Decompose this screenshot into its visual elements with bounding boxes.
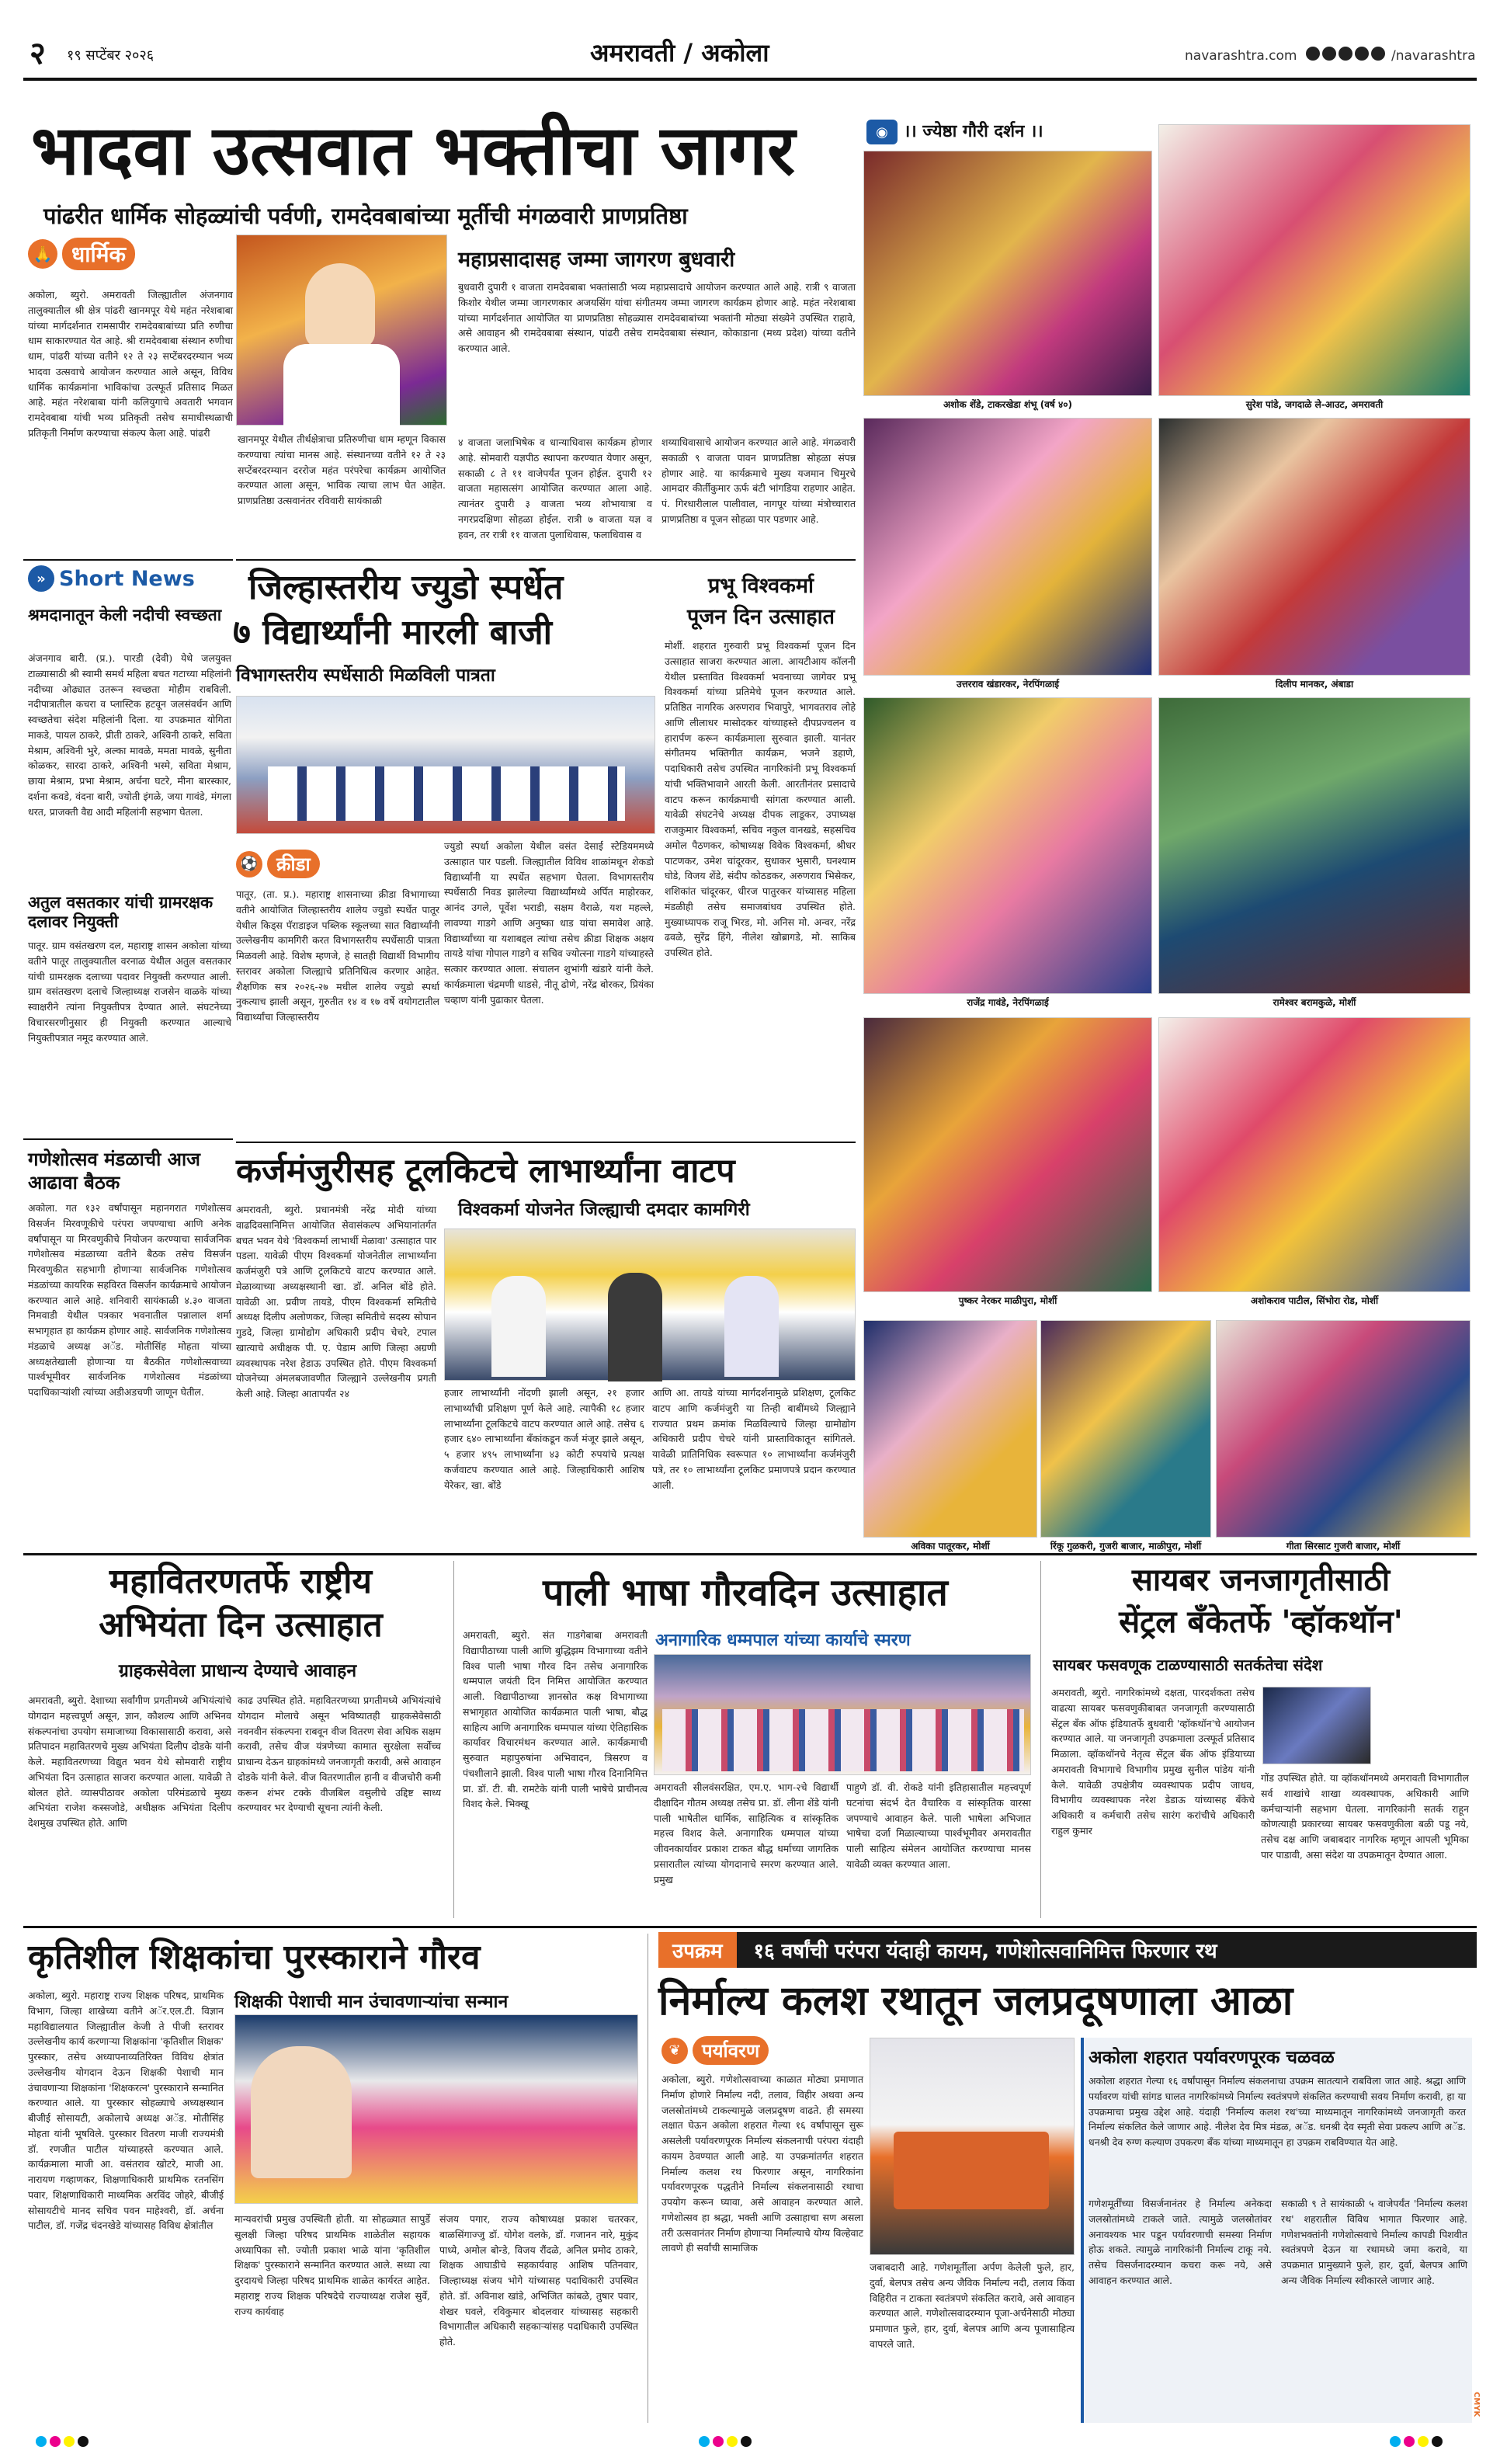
rath-body-col2: जबाबदारी आहे. गणेशमूर्तीला अर्पण केलेली फुले, हार, दुर्वा, बेलपत्र तसेच अन्य जैविक निर्माल्य नदी, तलाव किंवा विहिरीत न टाकता स्वतंत्रपणे संकलित करावे, असे आवाहन करण्यात आले. गणेशोत्सवादरम्यान पूजा-अर्चनेसाठी मोठ्या प्रमाणात फुले, हार, दुर्वा, बेलपत्र आणि अन्य पूजासाहित्य वापरले जाते. [870,2261,1075,2350]
cyber-head-line2: सेंट्रल बँकेतर्फे 'व्हॉकथॉन' [1119,1604,1403,1640]
column-divider [1040,1561,1041,1918]
loan-body-col2: हजार लाभार्थ्यांनी नोंदणी झाली असून, २१ हजार लाभार्थ्यांची प्रशिक्षण पूर्ण केले आहे. त्यापैकी १८ हजार लाभार्थ्यांना टूलकिटचे वाटप करण्यात आले आहे. तसेच ६ हजार ६४० लाभार्थ्यांना बँकांकडून कर्ज मंजूर झाले असून, ५ हजार ४९५ लाभार्थ्यांना ४३ कोटी रुपयांचे प्रत्यक्ष कर्जवाटप करण्यात आले आहे. जिल्हाधिकारी आशिष येरेकर, खा. बोंडे [444,1387,644,1491]
vishwakarma-head-2: पूजन दिन उत्साहात [687,605,835,629]
engineer-body-col1: अमरावती, ब्युरो. देशाच्या सर्वांगीण प्रगतीमध्ये अभियंत्यांचे योगदान महत्त्वपूर्ण असून, ज्ञान, कौशल्य आणि अभिनव संकल्पनांचा उपयोग समाजाच्या विकासासाठी करावा, असे प्रतिपादन महावितरणचे मुख्य अभियंता दिलीप दोडके यांनी केले. महावितरणच्या विद्युत भवन येथे सोमवारी राष्ट्रीय अभियंता दिन उत्साहात साजरा करण्यात आला. यावेळी ते बोलत होते. व्यासपीठावर अकोला परिमंडळाचे मुख्य अभियंता राजेश कस्सजोडे, अधीक्षक अभियंता दिलीप देशमुख उपस्थित होते. आणि [28,1694,231,1829]
divider [23,1138,233,1140]
short-news-2-head: अतुल वसतकार यांची ग्रामरक्षक दलावर नियुक्ती [28,893,214,932]
engineer-head-line2: अभियंता दिन उत्साहात [99,1605,383,1645]
loan-subhead: विश्वकर्मा योजनेत जिल्ह्याची दमदार कामगिरी [458,1200,750,1220]
gallery-caption-4: दिलीप मानकर, अंबाडा [1158,677,1470,690]
gallery-photo-10 [1040,1320,1211,1538]
cmyk-mark: CMYK [1472,2392,1481,2417]
section-rule [23,1553,1477,1555]
judo-head-line2: ७ विद्यार्थ्यांनी मारली बाजी [233,613,553,652]
rath-body-col1: अकोला, ब्युरो. गणेशोत्सवाच्या काळात मोठ्या प्रमाणात निर्माण होणारे निर्माल्य नदी, तलाव, विहीर अथवा अन्य जलस्रोतांमध्ये टाकल्यामुळे जलप्रदूषण वाढते. ही समस्या लक्षात घेऊन अकोला शहरात गेल्या १६ वर्षांपासून सुरू असलेली पर्यावरणपूरक निर्माल्य संकलनाची परंपरा यंदाही कायम ठेवण्यात आली आहे. या उपक्रमांतर्गत शहरात निर्माल्य कलश रथ फिरणार असून, नागरिकांना पर्यावरणपूरक पद्धतीने निर्माल्य संकलनासाठी रथाचा उपयोग करून घ्यावा, असे आवाहन करण्यात आले. गणेशोत्सव हा श्रद्धा, भक्ती आणि उत्साहाचा सण असला तरी उत्सवानंतर निर्माण होणाऱ्या निर्माल्याचे योग्य विल्हेवाट लावणे ही सर्वांची सामाजिक [661,2073,863,2254]
vishwakarma-body: मोर्शी. शहरात गुरुवारी प्रभू विश्वकर्मा पूजन दिन उत्साहात साजरा करण्यात आला. आयटीआय कॉलनी येथील प्रस्तावित विश्वकर्मा भवनाच्या जागेवर प्रभू विश्वकर्मा यांच्या प्रतिमेचे पूजन करण्यात आले. प्रतिष्ठित नागरिक अरुणराव भिवापुरे, भागवतराव लोहे आणि लीलाधर मासोदकर यांच्याहस्ते दीपप्रज्वलन व हारार्पण करून कार्यक्रमाला सुरुवात झाली. यानंतर संगीतमय भक्तिगीत कार्यक्रम, भजने डहाणे, पदाधिकारी तसेच उपस्थित नागरिकांनी प्रभू विश्वकर्मा यांची भक्तिभावाने आरती केली. आरतीनंतर प्रसादाचे वाटप करून कार्यक्रमाची सांगता करण्यात आली. यावेळी संघटनेचे अध्यक्ष दीपक लाडूकर, उपाध्यक्ष राजकुमार विश्वकर्मा, सचिव नकुल वानखडे, सहसचिव अमोल पैठणकर, कोषाध्यक्ष विवेक विश्वकर्मा, श्रीधर पाटणकर, उमेश चांदूरकर, सुधाकर भुसारी, घनश्याम घोडे, विजय शेंडे, संदीप कोठडकर, अरुणराव भिसेकर, शशिकांत चांदूरकर, धीरज पातुरकर यांच्यासह महिला मंडळीही तसेच समाजबांधव उपस्थित होते. मुख्याध्यापक राजू भिरड, मो. अनिस मो. अन्वर, नरेंद्र ढवळे, सुरेंद्र हिंगे, नीलेश खोब्रागडे, मो. साकिब उपस्थित होते. [665,640,856,958]
teachers-body-col3: संजय पगार, राज्य कोषाध्यक्ष प्रकाश चतरकर, बाळसिंगाज्जु डॉ. योगेश वलके, डॉ. गजानन नारे, मुकुंद पाध्ये, अमोल बोन्डे, विजय रौंदळे, अनिल प्रमोद ठाकरे, शिक्षक आघाडीचे सहकार्यवाह आशिष पतिनवार, जिल्हाध्यक्ष संजय भोगे यांच्यासह पदाधिकारी उपस्थित होते. डॉ. अविनाश खांडे, अभिजित कांबळे, तुषार पवार, शेखर घवले, रविकुमार बोदलवार यांच्यासह सहकारी विभागातील अधिकारी सहकाऱ्यांसह पदाधिकारी उपस्थित होते. [439,2213,638,2348]
engineer-body-col2: काढ उपस्थित होते. महावितरणच्या प्रगतीमध्ये अभियंत्यांचे योगदान मोलाचे असून भविष्यातही ग्राहकसेवेसाठी नवनवीन संकल्पना राबवून वीज वितरण सेवा अधिक सक्षम करावी, तसेच वीज यंत्रणेच्या कामात सुरक्षेला सर्वोच्च प्राधान्य देऊन ग्राहकांमध्ये जनजागृती करावी, असे आवाहन दोडके यांनी केले. वीज वितरणातील हानी व वीजचोरी कमी करून शंभर टक्के वीजबिल वसुलीचे उद्दिष्ट साध्य करण्यावर भर देण्याची सूचना त्यांनी केली. [238,1694,441,1814]
gallery-photo-3 [863,418,1152,676]
ganesh-meeting-head: गणेशोत्सव मंडळाची आज आढावा बैठक [28,1149,200,1194]
section-tag-dharmik [28,238,135,270]
vishwakarma-head-1: प्रभू विश्वकर्मा [707,574,814,598]
rath-head: निर्माल्य कलश रथातून जलप्रदूषणाला आळा [658,1978,1293,2024]
section-tag-paryavaran [661,2036,769,2065]
pali-subhead: अनागारिक धम्मपाल यांच्या कार्याचे स्मरण [655,1631,911,1650]
rath-box-body: अकोला शहरात गेल्या १६ वर्षांपासून निर्माल्य संकलनाचा उपक्रम सातत्याने राबविला जात आहे. श्रद्धा आणि पर्यावरण यांची सांगड घालत नागरिकांमध्ये निर्माल्य स्वतंत्रपणे संकलित करण्याची सवय निर्माण करावी, हा या उपक्रमाचा प्रमुख उद्देश आहे. यंदाही 'निर्माल्य कलश रथ'च्या माध्यमातून नागरिकांमध्ये जनजागृती करत निर्माल्य संकलित केले जाणार आहे. नीलेश देव मित्र मंडळ, अॅड. धनश्री देव स्मृती सेवा प्रकल्प आणि अॅड. धनश्री देव रुग्ण कल्याण उपकरण बँक यांच्या माध्यमातून हा उपक्रम राबविण्यात येत आहे. [1089,2075,1466,2148]
rath-body-col5: सकाळी ९ ते सायंकाळी ५ वाजेपर्यंत 'निर्माल्य कलश रथ' शहरातील विविध भागात फिरणार आहे. गणेशभक्तांनी गणेशोत्सवाचे निर्माल्य कापडी पिशवीत स्वतंत्रपणे देऊन या रथामध्ये जमा करावे, या उपक्रमात प्रामुख्याने फुले, हार, दुर्वा, बेलपत्र आणि अन्य जैविक निर्माल्य स्वीकारले जाणार आहे. [1281,2198,1467,2286]
section-label: क्रीडा [267,850,320,878]
cyber-body-col1: अमरावती, ब्युरो. नागरिकांमध्ये दक्षता, पारदर्शकता तसेच वाढत्या सायबर फसवणुकीबाबत जनजागृती करण्यासाठी सेंट्रल बँक ऑफ इंडियातर्फे बुधवारी 'व्हॉकथॉन'चे आयोजन करण्यात आले. या जनजागृती उपक्रमाला उत्स्फूर्त प्रतिसाद मिळाला. व्हॉकथॉनचे नेतृत्व सेंट्रल बँक ऑफ इंडियाच्या अमरावती विभागाचे विभागीय प्रमुख सुनील पांडेय यांनी केले. यावेळी उपक्षेत्रीय व्यवस्थापक प्रदीप जाधव, विभागीय व्यवस्थापक नरेश डेडाऊ यांच्यासह बँकेचे अधिकारी व कर्मचारी तसेच सारंग करांचीचे अधिकारी राहुल कुमार [1051,1687,1255,1837]
page-date: १९ सप्टेंबर २०२६ [67,47,155,64]
loan-photo [444,1229,856,1381]
lead-body-col5: शय्याधिवासाचे आयोजन करण्यात आले आहे. मंगळवारी सकाळी ९ वाजता पावन प्राणप्रतिष्ठा सोहळा संपन्न होणार आहे. या कार्यक्रमाचे मुख्य यजमान चिमुरचे आमदार कीर्तीकुमार ऊर्फ बंटी भांगडिया राहणार आहेत. पं. गिरधारीलाल पालीवाल, नागपूर यांच्या मंत्रोच्चारात प्राणप्रतिष्ठा व पूजन सोहळा पार पडणार आहे. [661,436,856,525]
loan-body-col3: आणि आ. तायडे यांच्या मार्गदर्शनामुळे प्रशिक्षण, टूलकिट वाटप आणि कर्जमंजुरी या तिन्ही बाबींमध्ये जिल्ह्याने राज्यात प्रथम क्रमांक मिळविल्याचे जिल्हा ग्रामोद्योग अधिकारी प्रदीप चेचरे यांनी प्रास्ताविकातून सांगितले. यावेळी प्रातिनिधिक स्वरूपात १० लाभार्थ्यांना कर्जमंजुरी पत्रे, तर १० लाभार्थ्यांना टूलकिट प्रमाणपत्रे प्रदान करण्यात आली. [652,1387,856,1491]
site-url[interactable]: navarashtra.com [1185,48,1297,64]
gallery-caption-10: रिंकू गुळकरी, गुजरी बाजार, माळीपुरा, मोर्शी [1033,1539,1219,1552]
youtube-icon[interactable] [1355,47,1369,61]
social-handle[interactable]: /navarashtra [1391,48,1476,64]
leaf-icon: ❦ [661,2038,688,2064]
rath-photo [870,2038,1075,2255]
registration-dots-left [36,2435,92,2450]
masthead-rule [23,78,1477,81]
pali-body-col3: पाहुणे डॉ. वी. रोकडे यांनी इतिहासातील महत्त्वपूर्ण घटनांचा संदर्भ देत वैचारिक व सांस्कृतिक वारसा जपण्याचे आवाहन केले. पाली भाषेला अभिजात भाषेचा दर्जा मिळाल्याच्या पार्श्वभूमीवर अमरावतीत पाली साहित्य संमेलन आयोजित करण्याचा मानस यावेळी व्यक्त करण्यात आला. [846,1781,1031,1870]
section-label: पर्यावरण [693,2036,769,2065]
lead-inner-head: महाप्रसादासह जम्मा जागरण बुधवारी [458,248,735,272]
gallery-photo-2 [1158,124,1470,396]
gallery-photo-9 [863,1320,1037,1538]
gallery-title: ।। ज्येष्ठा गौरी दर्शन ।। [904,122,1043,142]
lead-body-col4: ४ वाजता जलाभिषेक व धान्याधिवास कार्यक्रम होणार आहे. सोमवारी यज्ञपीठ स्थापना करण्यात येणार असून, सकाळी ८ ते ११ वाजेपर्यंत पूजन होईल. दुपारी १२ वाजता महासत्संग आयोजित करण्यात आला आहे. त्यानंतर दुपारी ३ वाजता भव्य शोभायात्रा व नगरप्रदक्षिणा सोहळा होईल. रात्री ७ वाजता यज्ञ व हवन, तर रात्री ११ वाजता पुलाधिवास, फलाधिवास व [458,436,652,540]
cyber-body-col2: गोंड उपस्थित होते. या व्हॉकथॉनमध्ये अमरावती विभागातील सर्व शाखांचे शाखा व्यवस्थापक, अधिकारी आणि कर्मचाऱ्यांनी सहभाग घेतला. नागरिकांनी सतर्क राहून कोणत्याही प्रकारच्या सायबर फसवणुकीला बळी पडू नये, तसेच दक्ष आणि जबाबदार नागरिक म्हणून आपली भूमिका पार पाडावी, असा संदेश या उपक्रमातून देण्यात आला. [1261,1772,1469,1861]
rath-banner-text: १६ वर्षांची परंपरा यंदाही कायम, गणेशोत्सवानिमित्त फिरणार रथ [753,1940,1217,1963]
teachers-head: कृतिशील शिक्षकांचा पुरस्काराने गौरव [28,1937,481,1977]
lead-body-col1: अकोला, ब्युरो. अमरावती जिल्ह्यातील अंजनगाव तालुक्यातील श्री क्षेत्र पांढरी खानमपूर येथे महंत नरेशबाबा यांच्या मार्गदर्शनात रामसापीर रामदेवबाबांच्या प्रति रुणीचा धाम साकारण्यात येत आहे. श्री रामदेवबाबा संस्थान रुणीचा धाम, पांढरी यांच्या वतीने १२ ते २३ सप्टेंबरदरम्यान भव्य भादवा उत्सवाचे आयोजन करण्यात आले असून, विविध धार्मिक कार्यक्रमांना भाविकांचा उत्स्फूर्त प्रतिसाद मिळत आहे. महंत नरेशबाबा यांनी कलियुगाचे अवतारी भगवान रामदेवबाबा यांची भव्य प्रतिकृती तसेच समाधीस्थळाची प्रतिकृती निर्माण करण्याचा संकल्प केला आहे. पांढरी [28,289,233,439]
facebook-icon[interactable] [1306,47,1320,61]
divider [23,559,233,561]
judo-body-col1: पातूर, (ता. प्र.). महाराष्ट्र शासनाच्या क्रीडा विभागाच्या वतीने आयोजित जिल्हास्तरीय शालेय ज्युडो स्पर्धेत पातूर येथील किड्स पॅराडाइज पब्लिक स्कूलच्या सात विद्यार्थ्यांनी उल्लेखनीय कामगिरी करत विभागस्तरीय स्पर्धेसाठी पात्रता मिळवली आहे. विशेष म्हणजे, हे सातही विद्यार्थी विभागीय स्तरावर अकोला जिल्ह्याचे प्रतिनिधित्व करणार आहेत. शैक्षणिक सत्र २०२६-२७ मधील शालेय ज्युडो स्पर्धा नुकत्याच झाली असून, गुरुतीत १४ व १७ वर्षे वयोगटातील विद्यार्थ्यांचा जिल्हास्तरीय [236,888,439,1023]
teachers-body-col1: अकोला, ब्युरो. महाराष्ट्र राज्य शिक्षक परिषद, प्राथमिक विभाग, जिल्हा शाखेच्या वतीने अॅर.एल.टी. विज्ञान महाविद्यालयात जिल्ह्यातील केजी ते पीजी स्तरावर उल्लेखनीय कार्य करणाऱ्या शिक्षकांना 'कृतिशील शिक्षक' पुरस्कार, तसेच अध्यापनाव्यतिरिक्त विविध क्षेत्रांत उल्लेखनीय योगदान देऊन शिक्षकी पेशाची मान उंचावणाऱ्या शिक्षकांना 'शिक्षकरत्न' पुरस्काराने सन्मानित करण्यात आले. या पुरस्कार सोहळ्याचे अध्यक्षस्थान बीजीई सोसायटी, अकोलाचे अध्यक्ष अॅड. मोतीसिंह मोहता यांनी भूषविले. पुरस्कार वितरण माजी राज्यमंत्री डॉ. रणजीत पाटील यांच्याहस्ते करण्यात आले. कार्यक्रमाला माजी आ. वसंतराव खोटरे, माजी आ. नारायण गव्हाणकर, शिक्षणाधिकारी प्राथमिक रतनसिंग पवार, शिक्षणाधिकारी माध्यमिक अरविंद जोहरे, बीजीई सोसायटीचे मानद सचिव पवन माहेश्वरी, डॉ. अर्चना पाटील, डॉ. गजेंद्र चंदनखेडे यांच्यासह विविध क्षेत्रांतील [28,1990,224,2232]
rath-box-head: अकोला शहरात पर्यावरणपूरक चळवळ [1089,2048,1335,2068]
page-number: २ [30,36,46,71]
sports-icon: ⚽ [236,851,262,878]
double-arrow-icon: » [28,565,54,592]
gallery-caption-7: पुष्कर नेरकर माळीपुरा, मोर्शी [863,1294,1152,1307]
gallery-photo-4 [1158,418,1470,676]
registration-dots-right [1390,2435,1446,2450]
section-rule [23,1926,1477,1928]
short-news-1-head: श्रमदानातून केली नदीची स्वच्छता [28,606,222,624]
gallery-caption-6: रामेश्वर बरामकुळे, मोर्शी [1158,996,1470,1009]
cyber-photo [1262,1687,1371,1764]
instagram-icon[interactable] [1322,47,1336,61]
judo-subhead: विभागस्तरीय स्पर्धेसाठी मिळविली पात्रता [236,666,495,686]
gallery-caption-8: अशोकराव पाटील, सिंभोरा रोड, मोर्शी [1158,1294,1470,1307]
teachers-subhead: शिक्षकी पेशाची मान उंचावणाऱ्यांचा सन्मान [234,1992,509,2012]
judo-body-col2: ज्युडो स्पर्धा अकोला येथील वसंत देसाई स्टेडियममध्ये उत्साहात पार पडली. जिल्ह्यातील विविध शाळांमधून शेकडो विद्यार्थ्यांनी या स्पर्धेत सहभाग घेतला. विभागस्तरीय स्पर्धेसाठी निवड झालेल्या विद्यार्थ्यांमध्ये अर्पित माहोरकर, आनंद उगले, पूर्वेश भराडी, सक्षम वैराळे, यश महल्ले, लावण्या गाडगे आणि अनुष्का धाड यांचा समावेश आहे. विद्यार्थ्यांच्या या यशाबद्दल त्यांचा तसेच क्रीडा शिक्षक अक्षय तायडे यांचा गोपाल गाडगे व सचिव ज्योत्स्ना गाडगे यांच्याहस्ते सत्कार करण्यात आला. संचालन शुभांगी खंडारे यांनी केले. कार्यक्रमाला चंद्रमणी धाडसे, नीतू ढोणे, नरेंद्र बोरकर, प्रियंका चव्हाण यांनी पुढाकार घेतला. [444,840,654,1006]
masthead [23,34,1477,73]
edition-name: अमरावती / अकोला [590,38,769,68]
short-news-2-body: पातूर. ग्राम वसंतखरण दल, महाराष्ट्र शासन अकोला यांच्या वतीने पातूर तालुक्यातील वरनाळ येथील अतुल वसतकार यांची ग्रामरक्षक दलाच्या पदावर नियुक्ती करण्यात आली. ग्राम वसंतखरण दलाचे जिल्हाध्यक्ष राजसेन वाळके यांच्या स्वाक्षरीने त्यांना नियुक्तीपत्र देण्यात आले. संघटनेच्या विचारसरणीनुसार ही नियुक्ती करण्यात आल्याचे नियुक्तीपत्रात नमूद करण्यात आले. [28,940,231,1044]
gallery-caption-9: अविका पातूरकर, मोर्शी [863,1539,1037,1552]
loan-head: कर्जमंजुरीसह टूलकिटचे लाभार्थ्यांना वाटप [236,1152,735,1190]
judo-head-line1: जिल्हास्तरीय ज्युडो स्पर्धेत [248,568,564,607]
engineer-head-line1: महावितरणतर्फे राष्ट्रीय [109,1562,373,1601]
linkedin-icon[interactable] [1371,47,1385,61]
gallery-caption-1: अशोक शेंडे, टाकरखेडा शंभू (वर्ष ४०) [863,398,1152,411]
gallery-photo-11 [1216,1320,1470,1538]
pali-head: पाली भाषा गौरवदिन उत्साहात [543,1571,948,1614]
column-divider [453,1561,454,1918]
ganesh-meeting-body: अकोला. गत १३२ वर्षांपासून महानगरात गणेशोत्सव विसर्जन मिरवणूकीचे परंपरा जपण्याचा आणि अनेक वर्षांपासून या मिरवणुकीचे नियोजन करण्याचा सार्वजनिक गणेशोत्सव मंडळाच्या वतीने बैठक तसेच विसर्जन मिरवणुकीत सहभागी होणाऱ्या सार्वजनिक गणेशोत्सव मंडळांच्या कायरिक सहविरत विसर्जन कार्यक्रमाचे आयोजन करण्यात आले आहे. शनिवारी सायंकाळी ४.३० वाजता निमवाडी येथील पत्रकार भवनातील पन्नालाल शर्मा सभागृहात हा कार्यक्रम होणार आहे. सार्वजनिक गणेशोत्सव मंडळाचे अध्यक्ष अॅड. मोतीसिंह मोहता यांच्या अध्यक्षतेखाली होणाऱ्या या बैठकीत गणेशोत्सवाच्या पार्श्वभूमीवर सार्वजनिक गणेशोत्सव मंडळांच्या पदाधिकाऱ्यांशी त्यांच्या अडीअडचणी जाणून घेतील. [28,1202,231,1398]
divider [236,559,856,561]
short-news-label: Short News [59,566,195,591]
cyber-subhead: सायबर फसवणूक टाळण्यासाठी सतर्कतेचा संदेश [1053,1656,1323,1674]
teachers-photo [234,2014,638,2204]
divider [236,1142,856,1143]
pali-body-col2: अमरावती सीलवंसरक्षित, एम.ए. भाग-२चे विद्यार्थी दीक्षादिन गौतम अध्यक्ष तसेच प्रा. डॉ. लीना शेंडे यांनी पाली भाषेतील धार्मिक, साहित्यिक व सांस्कृतिक महत्त्व विशद केले. अनागारिक धम्मपाल यांच्या जीवनकार्यावर प्रकाश टाकत बौद्ध धर्माच्या जागतिक प्रसारातील त्यांच्या योगदानाचे स्मरण करण्यात आले. प्रमुख [654,1781,839,1885]
praying-hands-icon: 🙏 [28,239,57,269]
registration-dots-center [699,2435,755,2450]
lead-body-col2: खानमपूर येथील तीर्थक्षेत्राचा प्रतिरुणीचा धाम म्हणून विकास करण्याचा त्यांचा मानस आहे. संस्थानच्या वतीने १२ ते २३ सप्टेंबरदरम्यान दररोज महंत परंपरेचा कार्यक्रम आयोजित करण्यात आला असून, भाविक त्याचा लाभ घेत आहेत. प्राणप्रतिष्ठा उत्सवानंतर रविवारी सायंकाळी [238,433,446,506]
camera-icon: ◉ [866,120,898,144]
gallery-caption-3: उत्तरराव खंडारकर, नेरपिंगळाई [863,677,1152,690]
cyber-head-line1: सायबर जनजागृतीसाठी [1131,1562,1391,1598]
gallery-caption-2: सुरेश पांडे, जगदाळे ले-आउट, अमरावती [1158,398,1470,411]
lead-subhead: पांढरीत धार्मिक सोहळ्यांची पर्वणी, रामदेवबाबांच्या मूर्तीची मंगळवारी प्राणप्रतिष्ठा [43,203,688,229]
gallery-header [866,116,1158,148]
short-news-1-body: अंजनगाव बारी. (प्र.). पारडी (देवी) येथे जलयुक्त टाळ्यासाठी श्री स्वामी समर्थ महिला बचत गटाच्या महिलांनी नदीच्या ओढ्यात उतरून स्वच्छता मोहीम राबविली. नदीपात्रातील कचरा व प्लास्टिक हटवून जलसंवर्धन आणि स्वच्छतेचा संदेश महिलांनी दिला. या उपक्रमात योगिता माकडे, पायल ठाकरे, प्रीती ठाकरे, अश्विनी ठाकरे, सविता मेश्राम, अश्विनी भुरे, अल्का मावळे, ममता मावळे, सुनीता कोळकर, सारदा ठाकरे, अश्विनी भस्मे, सविता मेश्राम, छाया मेश्राम, प्रभा मेश्राम, अर्चना घटरे, मीना बारस्कार, दर्शना कवडे, वंदना बारी, ज्योती इंगळे, जया गावंडे, मंगला धरत, प्राजक्ती वैद्य आदी महिलांनी सहभाग घेतला. [28,652,231,818]
gallery-caption-5: राजेंद्र गावंडे, नेरपिंगळाई [863,996,1152,1009]
short-news-tag [28,565,195,592]
lead-body-col3: बुधवारी दुपारी १ वाजता रामदेवबाबा भक्तांसाठी भव्य महाप्रसादाचे आयोजन करण्यात आले आहे. रात्री ९ वाजता किशोर येथील जम्मा जागरणकार अजयसिंग यांचा संगीतमय जम्मा जागरण कार्यक्रम होणार आहे. महंत नरेशबाबा यांच्या मार्गदर्शनात आयोजित या प्राणप्रतिष्ठा सोहळ्यास रामदेवबाबांच्या भक्तांनी मोठ्या संख्येने उपस्थित राहावे, असे आवाहन श्री रामदेवबाबा संस्थान, पांढरी तसेच रामदेवबाबा संस्थान, कोकाडाना (मध्य प्रदेश) यांच्या वतीने करण्यात आले. [458,281,856,354]
lead-photo-ramdev [236,235,447,426]
section-tag-krida [236,850,320,878]
gallery-photo-6 [1158,697,1470,994]
judo-photo [236,696,655,834]
gallery-caption-11: गीता सिरसाट गुजरी बाजार, मोर्शी [1216,1539,1470,1552]
rath-body-col4: गणेशमूर्तींच्या विसर्जनानंतर हे निर्माल्य अनेकदा जलस्रोतांमध्ये टाकले जाते. त्यामुळे जलस्रोतांवर अनावश्यक भार पडून पर्यावरणाची समस्या निर्माण होऊ शकते. त्यामुळे नागरिकांनी निर्माल्य टाकू नये. तसेच विसर्जनादरम्यान कचरा करू नये, असे आवाहन करण्यात आले. [1089,2198,1272,2286]
engineer-subhead: ग्राहकसेवेला प्राधान्य देण्याचे आवाहन [118,1661,357,1681]
pali-body-col1: अमरावती, ब्युरो. संत गाडगेबाबा अमरावती विद्यापीठाच्या पाली आणि बुद्धिझम विभागाच्या वतीने विश्व पाली भाषा गौरव दिन तसेच अनागारिक धम्मपाल जयंती दिन निमित्त आयोजित करण्यात आली. विद्यापीठाच्या ज्ञानस्रोत कक्ष विभागाच्या सभागृहात आयोजित कार्यक्रमात पाली भाषा, बौद्ध साहित्य आणि अनागारिक धम्मपाल यांच्या ऐतिहासिक कार्यावर विचारमंथन करण्यात आले. कार्यक्रमाची सुरुवात महापुरुषांना अभिवादन, त्रिसरण व पंचशीलाने झाली. विश्व पाली भाषा गौरव दिनानिमित्त प्रा. डॉ. टी. बी. रामटेके यांनी पाली भाषेचे प्राचीनत्व विशद केले. भिक्खू [463,1629,648,1810]
lead-headline: भादवा उत्सवात भक्तीचा जागर [31,110,796,190]
gallery-photo-7 [863,1017,1152,1292]
rath-banner [658,1932,1477,1968]
gallery-photo-1 [863,151,1152,396]
loan-body-col1: अमरावती, ब्युरो. प्रधानमंत्री नरेंद्र मोदी यांच्या वाढदिवसानिमित्त आयोजित सेवासंकल्प अभियानांतर्गत बचत भवन येथे 'विश्वकर्मा लाभार्थी मेळावा' उत्साहात पार पडला. यावेळी पीएम विश्वकर्मा योजनेतील लाभार्थ्यांना कर्जमंजुरी पत्रे आणि टूलकिटचे वाटप करण्यात आले. मेळाव्याच्या अध्यक्षस्थानी खा. डॉ. अनिल बोंडे होते. यावेळी आ. प्रवीण तायडे, पीएम विश्वकर्मा समितीचे अध्यक्ष दिलीप अलोणकर, जिल्हा समितीचे सदस्य सोपान गुडदे, जिल्हा ग्रामोद्योग अधिकारी प्रदीप चेचरे, टपाल खात्याचे अधीक्षक पी. ए. पेडाम आणि जिल्हा अग्रणी व्यवस्थापक नरेश हेडाऊ उपस्थित होते. पीएम विश्वकर्मा योजनेच्या अंमलबजावणीत जिल्ह्याने उल्लेखनीय प्रगती केली आहे. जिल्हा आतापर्यंत २४ [236,1204,436,1399]
social-icons[interactable] [1306,47,1385,61]
teachers-body-col2: मान्यवरांची प्रमुख उपस्थिती होती. या सोहळ्यात सापुर्डे सुलक्षी जिल्हा परिषद प्राथमिक शाळेतील सहायक अध्यापिका सौ. ज्योती प्रकाश भाळे यांना 'कृतिशील शिक्षक' पुरस्काराने सन्मानित करण्यात आले. सध्या त्या दुरदायचे जिल्हा परिषद प्राथमिक शाळेत कार्यरत आहेत. महाराष्ट्र राज्य शिक्षक परिषदेचे राज्याध्यक्ष राजेश सुर्वे, राज्य कार्यवाह [234,2213,430,2317]
section-label: धार्मिक [62,238,135,270]
gallery-photo-5 [863,697,1152,994]
rath-tag: उपक्रम [658,1932,737,1968]
pali-photo [654,1654,1031,1775]
gallery-photo-8 [1158,1017,1470,1292]
x-icon[interactable] [1339,47,1352,61]
